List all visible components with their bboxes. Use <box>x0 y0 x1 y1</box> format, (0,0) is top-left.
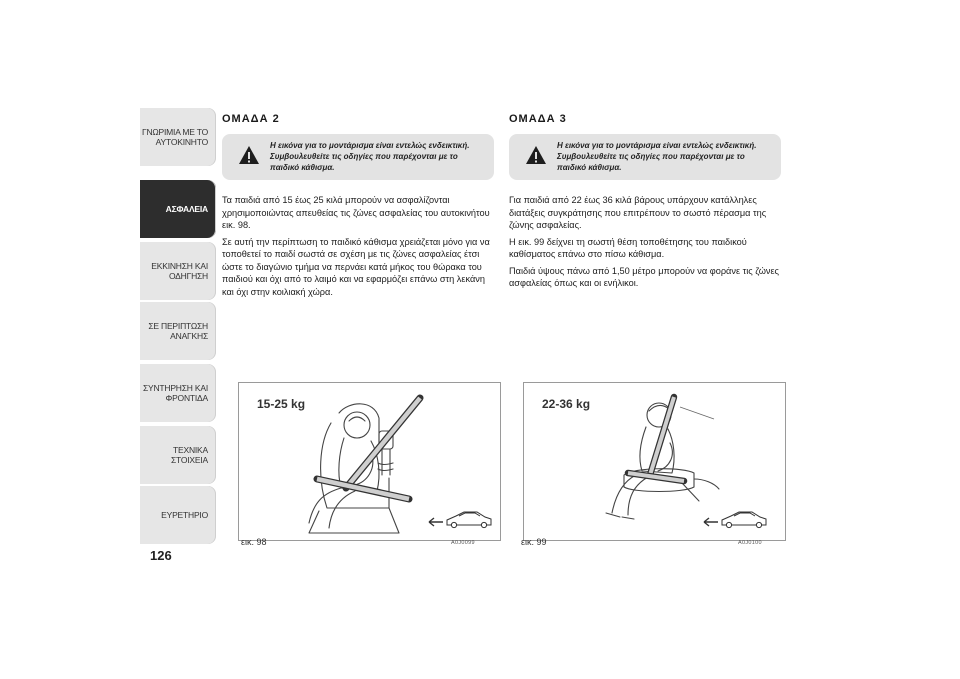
tab-index[interactable] <box>140 486 216 544</box>
tab-label: ΑΣΦΑΛΕΙΑ <box>165 204 208 214</box>
warning-triangle-icon <box>525 145 547 165</box>
tab-getting-to-know[interactable] <box>140 108 216 166</box>
car-side-icon <box>447 512 491 528</box>
figure-caption: εικ. 98 <box>241 537 267 547</box>
body-text <box>222 194 494 298</box>
tab-safety[interactable] <box>140 180 216 238</box>
tab-label: ΣΥΝΤΗΡΗΣΗ ΚΑΙ ΦΡΟΝΤΙΔΑ <box>142 383 208 403</box>
tab-label: ΤΕΧΝΙΚΑ ΣΤΟΙΧΕΙΑ <box>170 445 208 465</box>
page-number: 126 <box>150 548 172 563</box>
warning-box <box>509 134 781 180</box>
tab-technical-data[interactable] <box>140 426 216 484</box>
arrow-left-icon <box>429 518 443 526</box>
tab-maintenance[interactable] <box>140 364 216 422</box>
section-heading: ΟΜΑΔΑ 2 <box>222 113 280 125</box>
section-group-2 <box>222 113 494 302</box>
section-heading: ΟΜΑΔΑ 3 <box>509 113 567 125</box>
warning-triangle-icon <box>238 145 260 165</box>
tab-label: ΣΕ ΠΕΡΙΠΤΩΣΗ ΑΝΑΓΚΗΣ <box>148 321 208 341</box>
paragraph: Σε αυτή την περίπτωση το παιδικό κάθισμα χρειάζεται μόνο για να τοποθετεί το παιδί σωστά σε σχέση με τις ζώνες ασφαλείας έτσι ώστε το διαγώνιο τμήμα να περνάει κατά μήκος του θώρακα του παιδιού και όχι από το λαιμό και να εφαρμόζει επάνω στη λεκάνη και όχι στην κοιλιακή χώρα. <box>222 236 490 297</box>
paragraph: Η εικ. 99 δείχνει τη σωστή θέση τοποθέτησης του παιδικού καθίσματος επάνω στο πίσω κάθισμα. <box>509 236 747 259</box>
figure-code: A0J0100 <box>738 540 762 546</box>
tab-label: ΕΥΡΕΤΗΡΙΟ <box>161 510 208 520</box>
warning-box <box>222 134 494 180</box>
paragraph: Παιδιά ύψους πάνω από 1,50 μέτρο μπορούν να φοράνε τις ζώνες ασφαλείας όπως και οι ενήλικοι. <box>509 265 779 288</box>
arrow-left-icon <box>704 518 718 526</box>
tab-emergency[interactable] <box>140 302 216 360</box>
figure-code: A0J0099 <box>451 540 475 546</box>
figure-caption: εικ. 99 <box>521 537 547 547</box>
car-side-icon <box>722 512 766 528</box>
section-group-3 <box>509 113 781 294</box>
warning-text: Η εικόνα για το μοντάρισμα είναι εντελώς ενδεικτική. Συμβουλευθείτε τις οδηγίες που παρέχονται με το παιδικό κάθισμα. <box>557 141 757 172</box>
warning-text: Η εικόνα για το μοντάρισμα είναι εντελώς ενδεικτική. Συμβουλευθείτε τις οδηγίες που παρέχονται με το παιδικό κάθισμα. <box>270 141 470 172</box>
figure-98 <box>238 382 501 541</box>
figure-99 <box>523 382 786 541</box>
paragraph: Τα παιδιά από 15 έως 25 κιλά μπορούν να ασφαλίζονται χρησιμοποιώντας απευθείας τις ζώνες ασφαλείας του αυτοκινήτου εικ. 98. <box>222 195 490 230</box>
tab-label: ΕΚΚΙΝΗΣΗ ΚΑΙ ΟΔΗΓΗΣΗ <box>151 261 208 281</box>
weight-label: 15-25 kg <box>257 397 306 411</box>
weight-label: 22-36 kg <box>542 397 591 411</box>
tab-label: ΓΝΩΡΙΜΙΑ ΜΕ ΤΟ ΑΥΤΟΚΙΝΗΤΟ <box>141 127 208 147</box>
body-text <box>509 194 781 290</box>
tab-starting-driving[interactable] <box>140 242 216 300</box>
paragraph: Για παιδιά από 22 έως 36 κιλά βάρους υπάρχουν κατάλληλες διατάξεις συγκράτησης που επιτρέπουν το σωστό πέρασμα της ζώνης ασφαλείας. <box>509 195 767 230</box>
